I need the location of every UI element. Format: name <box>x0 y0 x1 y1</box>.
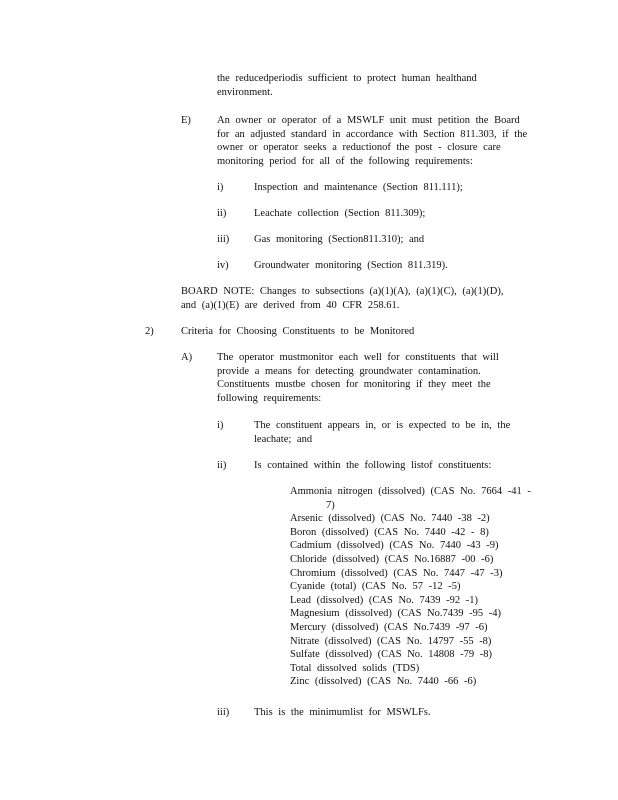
item-e-paragraph <box>217 114 527 168</box>
list-item: Sulfate (dissolved) (CAS No. 14808 -79 -8) <box>290 649 493 661</box>
text-line: following requirements: <box>217 392 322 404</box>
list-item: Zinc (dissolved) (CAS No. 7440 -66 -6) <box>290 676 477 688</box>
list-item: Total dissolved solids (TDS) <box>290 662 420 674</box>
subitem-label: ii) <box>217 460 227 471</box>
subitem-text: Gas monitoring (Section811.310); and <box>254 234 425 245</box>
subitem-text: Inspection and maintenance (Section 811.111); <box>254 182 463 193</box>
list-item: Chromium (dissolved) (CAS No. 7447 -47 -3) <box>290 567 503 579</box>
text-line: monitoring period for all of the following requirements: <box>217 155 473 167</box>
text-line: owner or operator seeks a reductionof the post - closure care <box>217 142 501 154</box>
list-item: Ammonia nitrogen (dissolved) (CAS No. 7664 -41 - <box>290 486 531 497</box>
text-line: The operator mustmonitor each well for constituents that will <box>217 352 499 363</box>
subitem-label: i) <box>217 182 224 193</box>
continuation-paragraph <box>217 72 477 99</box>
item-label-e: E) <box>181 115 191 126</box>
text-line: provide a means for detecting groundwater contamination. <box>217 365 481 377</box>
text-line: environment. <box>217 86 273 98</box>
list-item: Chloride (dissolved) (CAS No.16887 -00 -6) <box>290 553 494 565</box>
subitem-text <box>254 419 510 446</box>
list-item: Mercury (dissolved) (CAS No.7439 -97 -6) <box>290 621 488 633</box>
text-line: BOARD NOTE: Changes to subsections (a)(1)(A), (a)(1)(C), (a)(1)(D), <box>181 286 504 297</box>
list-item: Lead (dissolved) (CAS No. 7439 -92 -1) <box>290 594 479 606</box>
text-line: for an adjusted standard in accordance with Section 811.303, if the <box>217 128 528 140</box>
text-line: leachate; and <box>254 433 313 445</box>
item-label-a: A) <box>181 352 193 363</box>
text-line: Constituents mustbe chosen for monitoring if they meet the <box>217 379 491 391</box>
subitem-label: iii) <box>217 234 230 245</box>
board-note <box>181 285 504 312</box>
list-item: Arsenic (dissolved) (CAS No. 7440 -38 -2) <box>290 513 490 525</box>
list-item: 7) <box>326 499 335 511</box>
text-line: An owner or operator of a MSWLF unit must petition the Board <box>217 115 520 126</box>
subitem-label: iii) <box>217 707 230 718</box>
text-line: the reducedperiodis sufficient to protect human healthand <box>217 73 477 84</box>
text-line: The constituent appears in, or is expected to be in, the <box>254 420 511 431</box>
subitem-label: i) <box>217 420 224 431</box>
list-item: Cadmium (dissolved) (CAS No. 7440 -43 -9) <box>290 540 499 552</box>
list-item: Nitrate (dissolved) (CAS No. 14797 -55 -8) <box>290 635 492 647</box>
section-heading: Criteria for Choosing Constituents to be Monitored <box>181 326 415 337</box>
constituent-list <box>290 485 531 689</box>
list-item: Boron (dissolved) (CAS No. 7440 -42 - 8) <box>290 526 489 538</box>
subitem-text: Groundwater monitoring (Section 811.319). <box>254 260 448 271</box>
list-item: Cyanide (total) (CAS No. 57 -12 -5) <box>290 581 461 593</box>
list-item: Magnesium (dissolved) (CAS No.7439 -95 -4) <box>290 608 501 620</box>
subitem-text: This is the minimumlist for MSWLFs. <box>254 707 431 718</box>
subitem-text: Is contained within the following listof constituents: <box>254 460 492 471</box>
subitem-label: iv) <box>217 260 229 271</box>
text-line: and (a)(1)(E) are derived from 40 CFR 258.61. <box>181 299 400 311</box>
item-a-paragraph <box>217 351 499 405</box>
subitem-text: Leachate collection (Section 811.309); <box>254 208 426 219</box>
item-label-2: 2) <box>145 326 154 337</box>
subitem-label: ii) <box>217 208 227 219</box>
